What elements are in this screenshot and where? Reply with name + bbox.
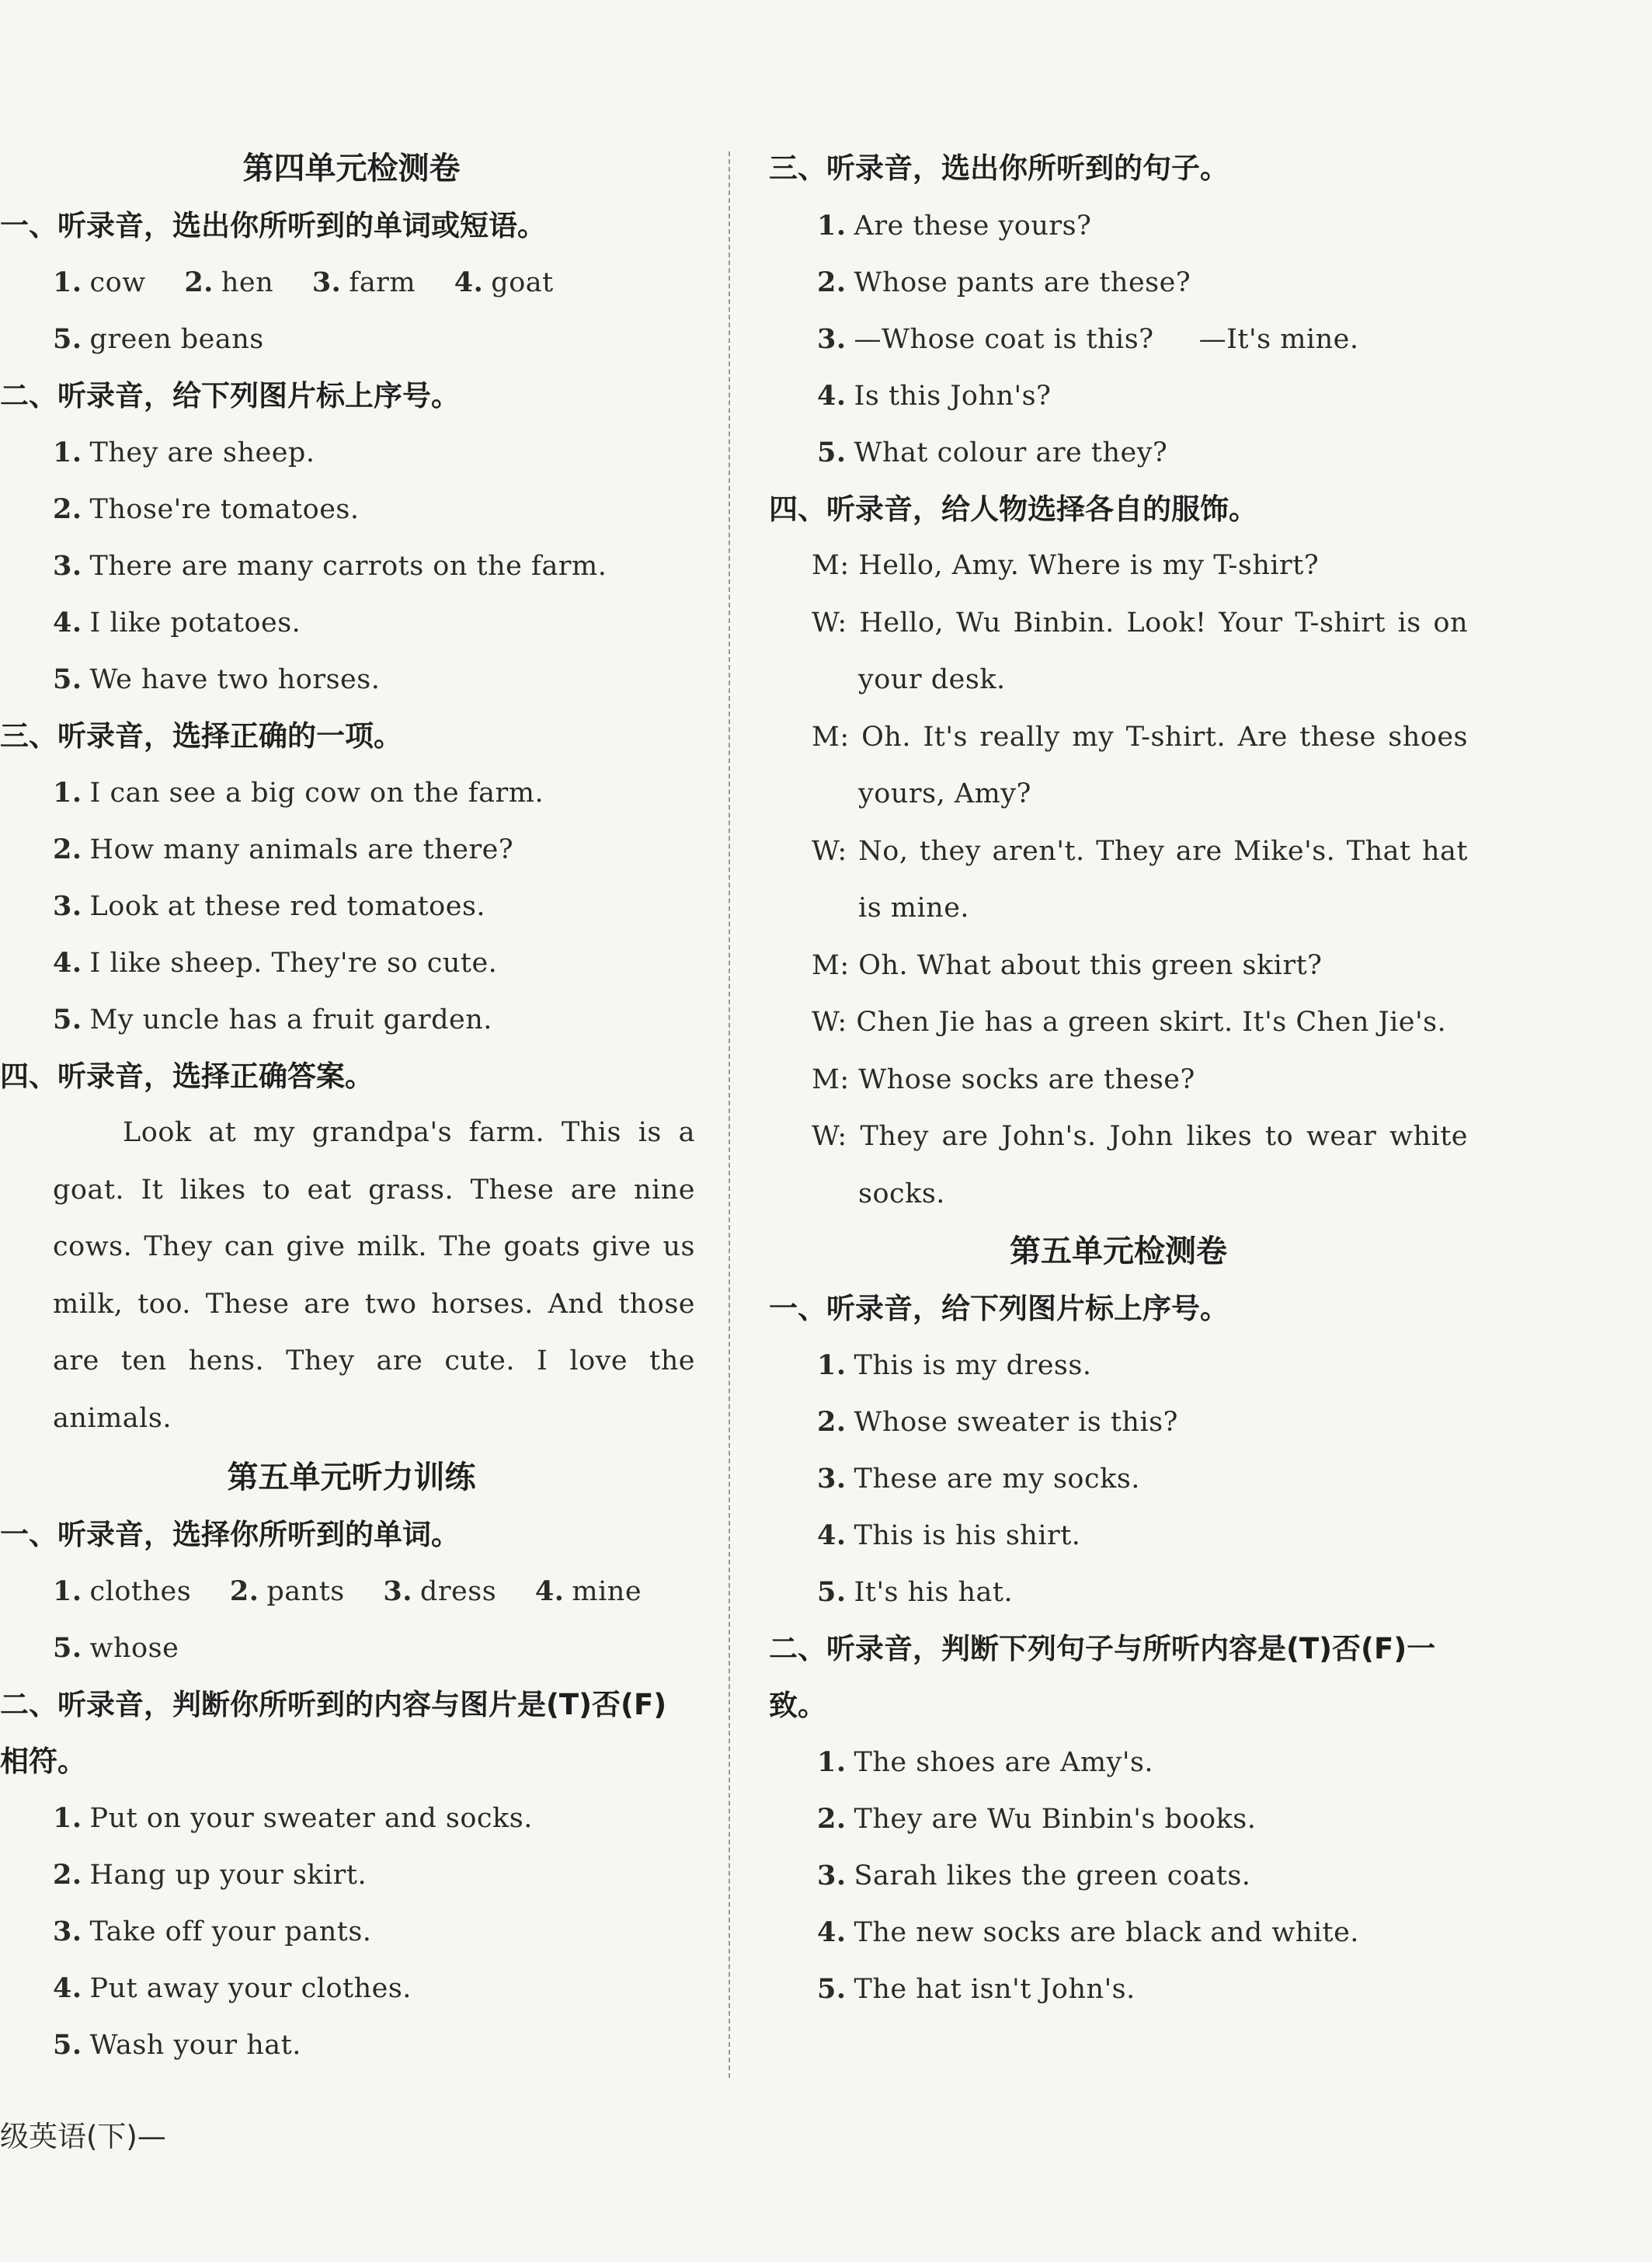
unit5-listening-title: 第五单元听力训练 — [227, 1460, 476, 1495]
section-heading: 四、听录音，给人物选择各自的服饰。 — [769, 492, 1257, 526]
list-item: 3. Sarah likes the green coats. — [817, 1860, 1251, 1891]
list-item: 2. Hang up your skirt. — [53, 1859, 367, 1891]
list-item: 4. Is this John's? — [817, 380, 1052, 412]
dialogue-line: M: Hello, Amy. Where is my T-shirt? — [812, 550, 1320, 581]
dialogue-line: W: No, they aren't. They are Mike's. That hat is mine. — [812, 835, 1468, 924]
word-row: 5. green beans — [53, 323, 264, 355]
section-heading: 三、听录音，选择正确的一项。 — [0, 719, 402, 753]
word-row: 5. whose — [53, 1632, 179, 1664]
page-footer: 级英语(下)— — [0, 2120, 166, 2153]
section-heading: 一、听录音，选出你所听到的单词或短语。 — [0, 209, 546, 242]
left-column — [0, 140, 703, 2073]
passage: Look at my grandpa's farm. This is a goat. It likes to eat grass. These are nine cows. They can give milk. The goats give us milk, too. These are two horses. And those are ten hens. They are cute. I love the animals. — [53, 1117, 695, 1434]
list-item: 3. —Whose coat is this? —It's mine. — [817, 323, 1359, 355]
section-heading: 三、听录音，选出你所听到的句子。 — [769, 151, 1229, 185]
dialogue-line: W: Hello, Wu Binbin. Look! Your T-shirt is on your desk. — [812, 607, 1468, 695]
section-heading: 二、听录音，判断你所听到的内容与图片是(T)否(F)相符。 — [0, 1688, 667, 1778]
section-heading: 四、听录音，选择正确答案。 — [0, 1060, 374, 1093]
list-item: 5. The hat isn't John's. — [817, 1973, 1136, 2005]
list-item: 5. Wash your hat. — [53, 2029, 301, 2061]
dialogue-line: M: Whose socks are these? — [812, 1063, 1195, 1095]
list-item: 5. We have two horses. — [53, 663, 381, 695]
list-item: 2. How many animals are there? — [53, 833, 514, 865]
unit5-test-title: 第五单元检测卷 — [1010, 1234, 1227, 1269]
list-item: 5. My uncle has a fruit garden. — [53, 1004, 492, 1035]
column-divider — [729, 151, 730, 2078]
list-item: 4. Put away your clothes. — [53, 1972, 412, 2004]
list-item: 1. They are sheep. — [53, 437, 315, 468]
section-heading: 二、听录音，给下列图片标上序号。 — [0, 379, 460, 412]
list-item: 3. There are many carrots on the farm. — [53, 550, 607, 582]
dialogue-line: W: They are John's. John likes to wear white socks. — [812, 1121, 1468, 1209]
dialogue-line: W: Chen Jie has a green skirt. It's Chen Jie's. — [812, 1007, 1447, 1038]
list-item: 4. The new socks are black and white. — [817, 1916, 1359, 1948]
right-column — [769, 140, 1468, 2017]
list-item: 1. This is my dress. — [817, 1349, 1092, 1381]
list-item: 5. It's his hat. — [817, 1576, 1014, 1608]
list-item: 5. What colour are they? — [817, 437, 1168, 468]
list-item: 1. Are these yours? — [817, 210, 1092, 242]
word-row: 1. clothes 2. pants 3. dress 4. mine — [53, 1575, 642, 1607]
section-heading: 一、听录音，给下列图片标上序号。 — [769, 1292, 1229, 1325]
word-row: 1. cow 2. hen 3. farm 4. goat — [53, 266, 554, 298]
list-item: 4. I like potatoes. — [53, 607, 301, 639]
list-item: 1. Put on your sweater and socks. — [53, 1802, 533, 1834]
list-item: 4. I like sheep. They're so cute. — [53, 947, 498, 979]
list-item: 2. Those're tomatoes. — [53, 493, 360, 525]
section-heading: 一、听录音，选择你所听到的单词。 — [0, 1518, 460, 1551]
list-item: 2. Whose sweater is this? — [817, 1406, 1178, 1438]
list-item: 1. The shoes are Amy's. — [817, 1746, 1154, 1778]
list-item: 3. Take off your pants. — [53, 1916, 372, 1947]
dialogue-line: M: Oh. What about this green skirt? — [812, 949, 1323, 981]
list-item: 3. These are my socks. — [817, 1463, 1140, 1495]
list-item: 1. I can see a big cow on the farm. — [53, 777, 544, 809]
unit4-test-title: 第四单元检测卷 — [242, 151, 461, 186]
list-item: 2. They are Wu Binbin's books. — [817, 1803, 1257, 1835]
list-item: 4. This is his shirt. — [817, 1519, 1081, 1551]
section-heading: 二、听录音，判断下列句子与所听内容是(T)否(F)一致。 — [769, 1632, 1436, 1722]
list-item: 2. Whose pants are these? — [817, 266, 1191, 298]
list-item: 3. Look at these red tomatoes. — [53, 890, 486, 922]
dialogue-line: M: Oh. It's really my T-shirt. Are these shoes yours, Amy? — [812, 721, 1468, 809]
